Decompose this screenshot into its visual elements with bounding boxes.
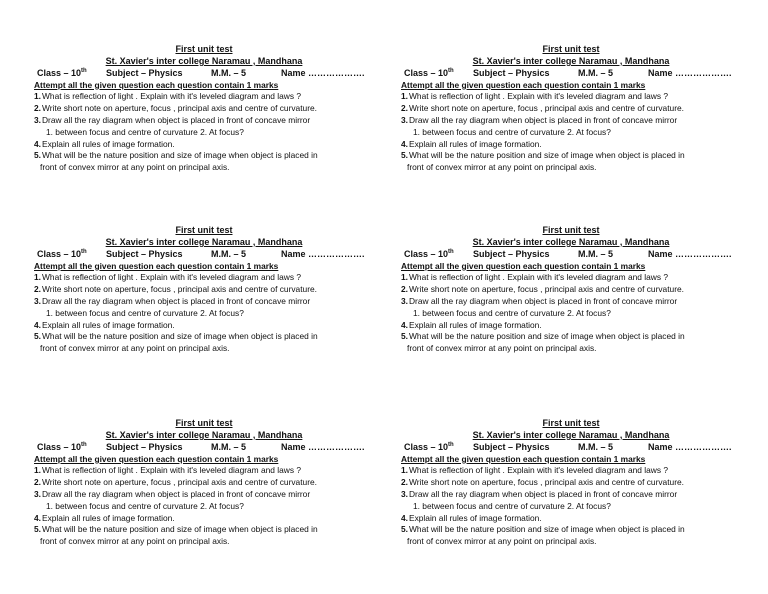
question-4: 4. Explain all rules of image formation. [401, 138, 542, 149]
question-5: 5. What will be the nature position and size of image when object is placed in [34, 331, 318, 342]
class-label: Class – 10th [404, 441, 454, 452]
question-1: 1. What is reflection of light . Explain with it's leveled diagram and laws ? [401, 465, 669, 476]
name-field: Name ………………. [648, 67, 732, 78]
question-2: 2. Write short note on aperture, focus , principal axis and centre of curvature. [34, 103, 317, 114]
class-label: Class – 10th [37, 248, 87, 259]
sheet-meta [34, 68, 374, 81]
max-marks-label: M.M. – 5 [578, 441, 614, 452]
question-3: 3. Draw all the ray diagram when object is placed in front of concave mirror [401, 295, 678, 306]
school-name: St. Xavier's inter college Naramau , Mandhana [472, 429, 670, 440]
max-marks-label: M.M. – 5 [211, 67, 247, 78]
question-3: 3. Draw all the ray diagram when object is placed in front of concave mirror [34, 295, 311, 306]
max-marks-label: M.M. – 5 [211, 441, 247, 452]
question-1: 1. What is reflection of light . Explain with it's leveled diagram and laws ? [34, 272, 302, 283]
sheet-title: First unit test [175, 44, 233, 54]
question-5-continued: front of convex mirror at any point on principal axis. [40, 162, 230, 173]
question-sheet-6 [401, 418, 741, 548]
question-5-continued: front of convex mirror at any point on principal axis. [40, 343, 230, 354]
sheet-meta [34, 442, 374, 455]
question-3-continued: 1. between focus and centre of curvature 2. At focus? [413, 500, 611, 511]
sheet-meta [401, 249, 741, 262]
question-3-continued: 1. between focus and centre of curvature 2. At focus? [413, 126, 611, 137]
question-3-continued: 1. between focus and centre of curvature 2. At focus? [46, 500, 244, 511]
school-name: St. Xavier's inter college Naramau , Mandhana [472, 55, 670, 66]
instruction: Attempt all the given question each question contain 1 marks [34, 260, 279, 271]
instruction: Attempt all the given question each question contain 1 marks [401, 79, 646, 90]
subject-label: Subject – Physics [473, 67, 550, 78]
question-5: 5. What will be the nature position and size of image when object is placed in [401, 524, 685, 535]
sheet-meta [34, 249, 374, 262]
question-4: 4. Explain all rules of image formation. [34, 319, 175, 330]
subject-label: Subject – Physics [473, 248, 550, 259]
sheet-title: First unit test [542, 418, 600, 428]
question-5: 5. What will be the nature position and size of image when object is placed in [34, 150, 318, 161]
question-1: 1. What is reflection of light . Explain with it's leveled diagram and laws ? [34, 91, 302, 102]
name-field: Name ………………. [648, 441, 732, 452]
sheet-title: First unit test [175, 225, 233, 235]
subject-label: Subject – Physics [106, 441, 183, 452]
class-label: Class – 10th [404, 248, 454, 259]
instruction: Attempt all the given question each question contain 1 marks [401, 260, 646, 271]
subject-label: Subject – Physics [473, 441, 550, 452]
question-sheet-4 [401, 225, 741, 355]
question-3: 3. Draw all the ray diagram when object is placed in front of concave mirror [34, 488, 311, 499]
question-2: 2. Write short note on aperture, focus , principal axis and centre of curvature. [34, 284, 317, 295]
question-2: 2. Write short note on aperture, focus , principal axis and centre of curvature. [401, 103, 684, 114]
question-sheet-1 [34, 44, 374, 174]
question-3-continued: 1. between focus and centre of curvature 2. At focus? [46, 126, 244, 137]
question-sheet-5 [34, 418, 374, 548]
school-name: St. Xavier's inter college Naramau , Mandhana [105, 55, 303, 66]
question-3-continued: 1. between focus and centre of curvature 2. At focus? [413, 307, 611, 318]
question-2: 2. Write short note on aperture, focus , principal axis and centre of curvature. [34, 477, 317, 488]
question-5: 5. What will be the nature position and size of image when object is placed in [401, 331, 685, 342]
name-field: Name ………………. [281, 67, 365, 78]
question-4: 4. Explain all rules of image formation. [34, 512, 175, 523]
name-field: Name ………………. [648, 248, 732, 259]
question-sheet-3 [34, 225, 374, 355]
question-1: 1. What is reflection of light . Explain with it's leveled diagram and laws ? [401, 91, 669, 102]
question-4: 4. Explain all rules of image formation. [34, 138, 175, 149]
question-3: 3. Draw all the ray diagram when object is placed in front of concave mirror [401, 114, 678, 125]
question-4: 4. Explain all rules of image formation. [401, 319, 542, 330]
class-label: Class – 10th [37, 67, 87, 78]
subject-label: Subject – Physics [106, 67, 183, 78]
max-marks-label: M.M. – 5 [578, 67, 614, 78]
max-marks-label: M.M. – 5 [211, 248, 247, 259]
question-3: 3. Draw all the ray diagram when object is placed in front of concave mirror [401, 488, 678, 499]
question-2: 2. Write short note on aperture, focus , principal axis and centre of curvature. [401, 284, 684, 295]
question-5-continued: front of convex mirror at any point on principal axis. [407, 343, 597, 354]
sheet-title: First unit test [175, 418, 233, 428]
class-label: Class – 10th [37, 441, 87, 452]
sheet-meta [401, 442, 741, 455]
question-1: 1. What is reflection of light . Explain with it's leveled diagram and laws ? [34, 465, 302, 476]
name-field: Name ………………. [281, 248, 365, 259]
question-3: 3. Draw all the ray diagram when object is placed in front of concave mirror [34, 114, 311, 125]
sheet-title: First unit test [542, 44, 600, 54]
question-3-continued: 1. between focus and centre of curvature 2. At focus? [46, 307, 244, 318]
question-5: 5. What will be the nature position and size of image when object is placed in [401, 150, 685, 161]
question-5-continued: front of convex mirror at any point on principal axis. [407, 162, 597, 173]
question-5-continued: front of convex mirror at any point on principal axis. [407, 536, 597, 547]
sheet-title: First unit test [542, 225, 600, 235]
max-marks-label: M.M. – 5 [578, 248, 614, 259]
instruction: Attempt all the given question each question contain 1 marks [34, 79, 279, 90]
question-sheet-2 [401, 44, 741, 174]
school-name: St. Xavier's inter college Naramau , Mandhana [105, 236, 303, 247]
question-4: 4. Explain all rules of image formation. [401, 512, 542, 523]
question-2: 2. Write short note on aperture, focus , principal axis and centre of curvature. [401, 477, 684, 488]
subject-label: Subject – Physics [106, 248, 183, 259]
question-5-continued: front of convex mirror at any point on principal axis. [40, 536, 230, 547]
school-name: St. Xavier's inter college Naramau , Mandhana [105, 429, 303, 440]
instruction: Attempt all the given question each question contain 1 marks [401, 453, 646, 464]
school-name: St. Xavier's inter college Naramau , Mandhana [472, 236, 670, 247]
question-5: 5. What will be the nature position and size of image when object is placed in [34, 524, 318, 535]
class-label: Class – 10th [404, 67, 454, 78]
name-field: Name ………………. [281, 441, 365, 452]
question-1: 1. What is reflection of light . Explain with it's leveled diagram and laws ? [401, 272, 669, 283]
instruction: Attempt all the given question each question contain 1 marks [34, 453, 279, 464]
sheet-meta [401, 68, 741, 81]
